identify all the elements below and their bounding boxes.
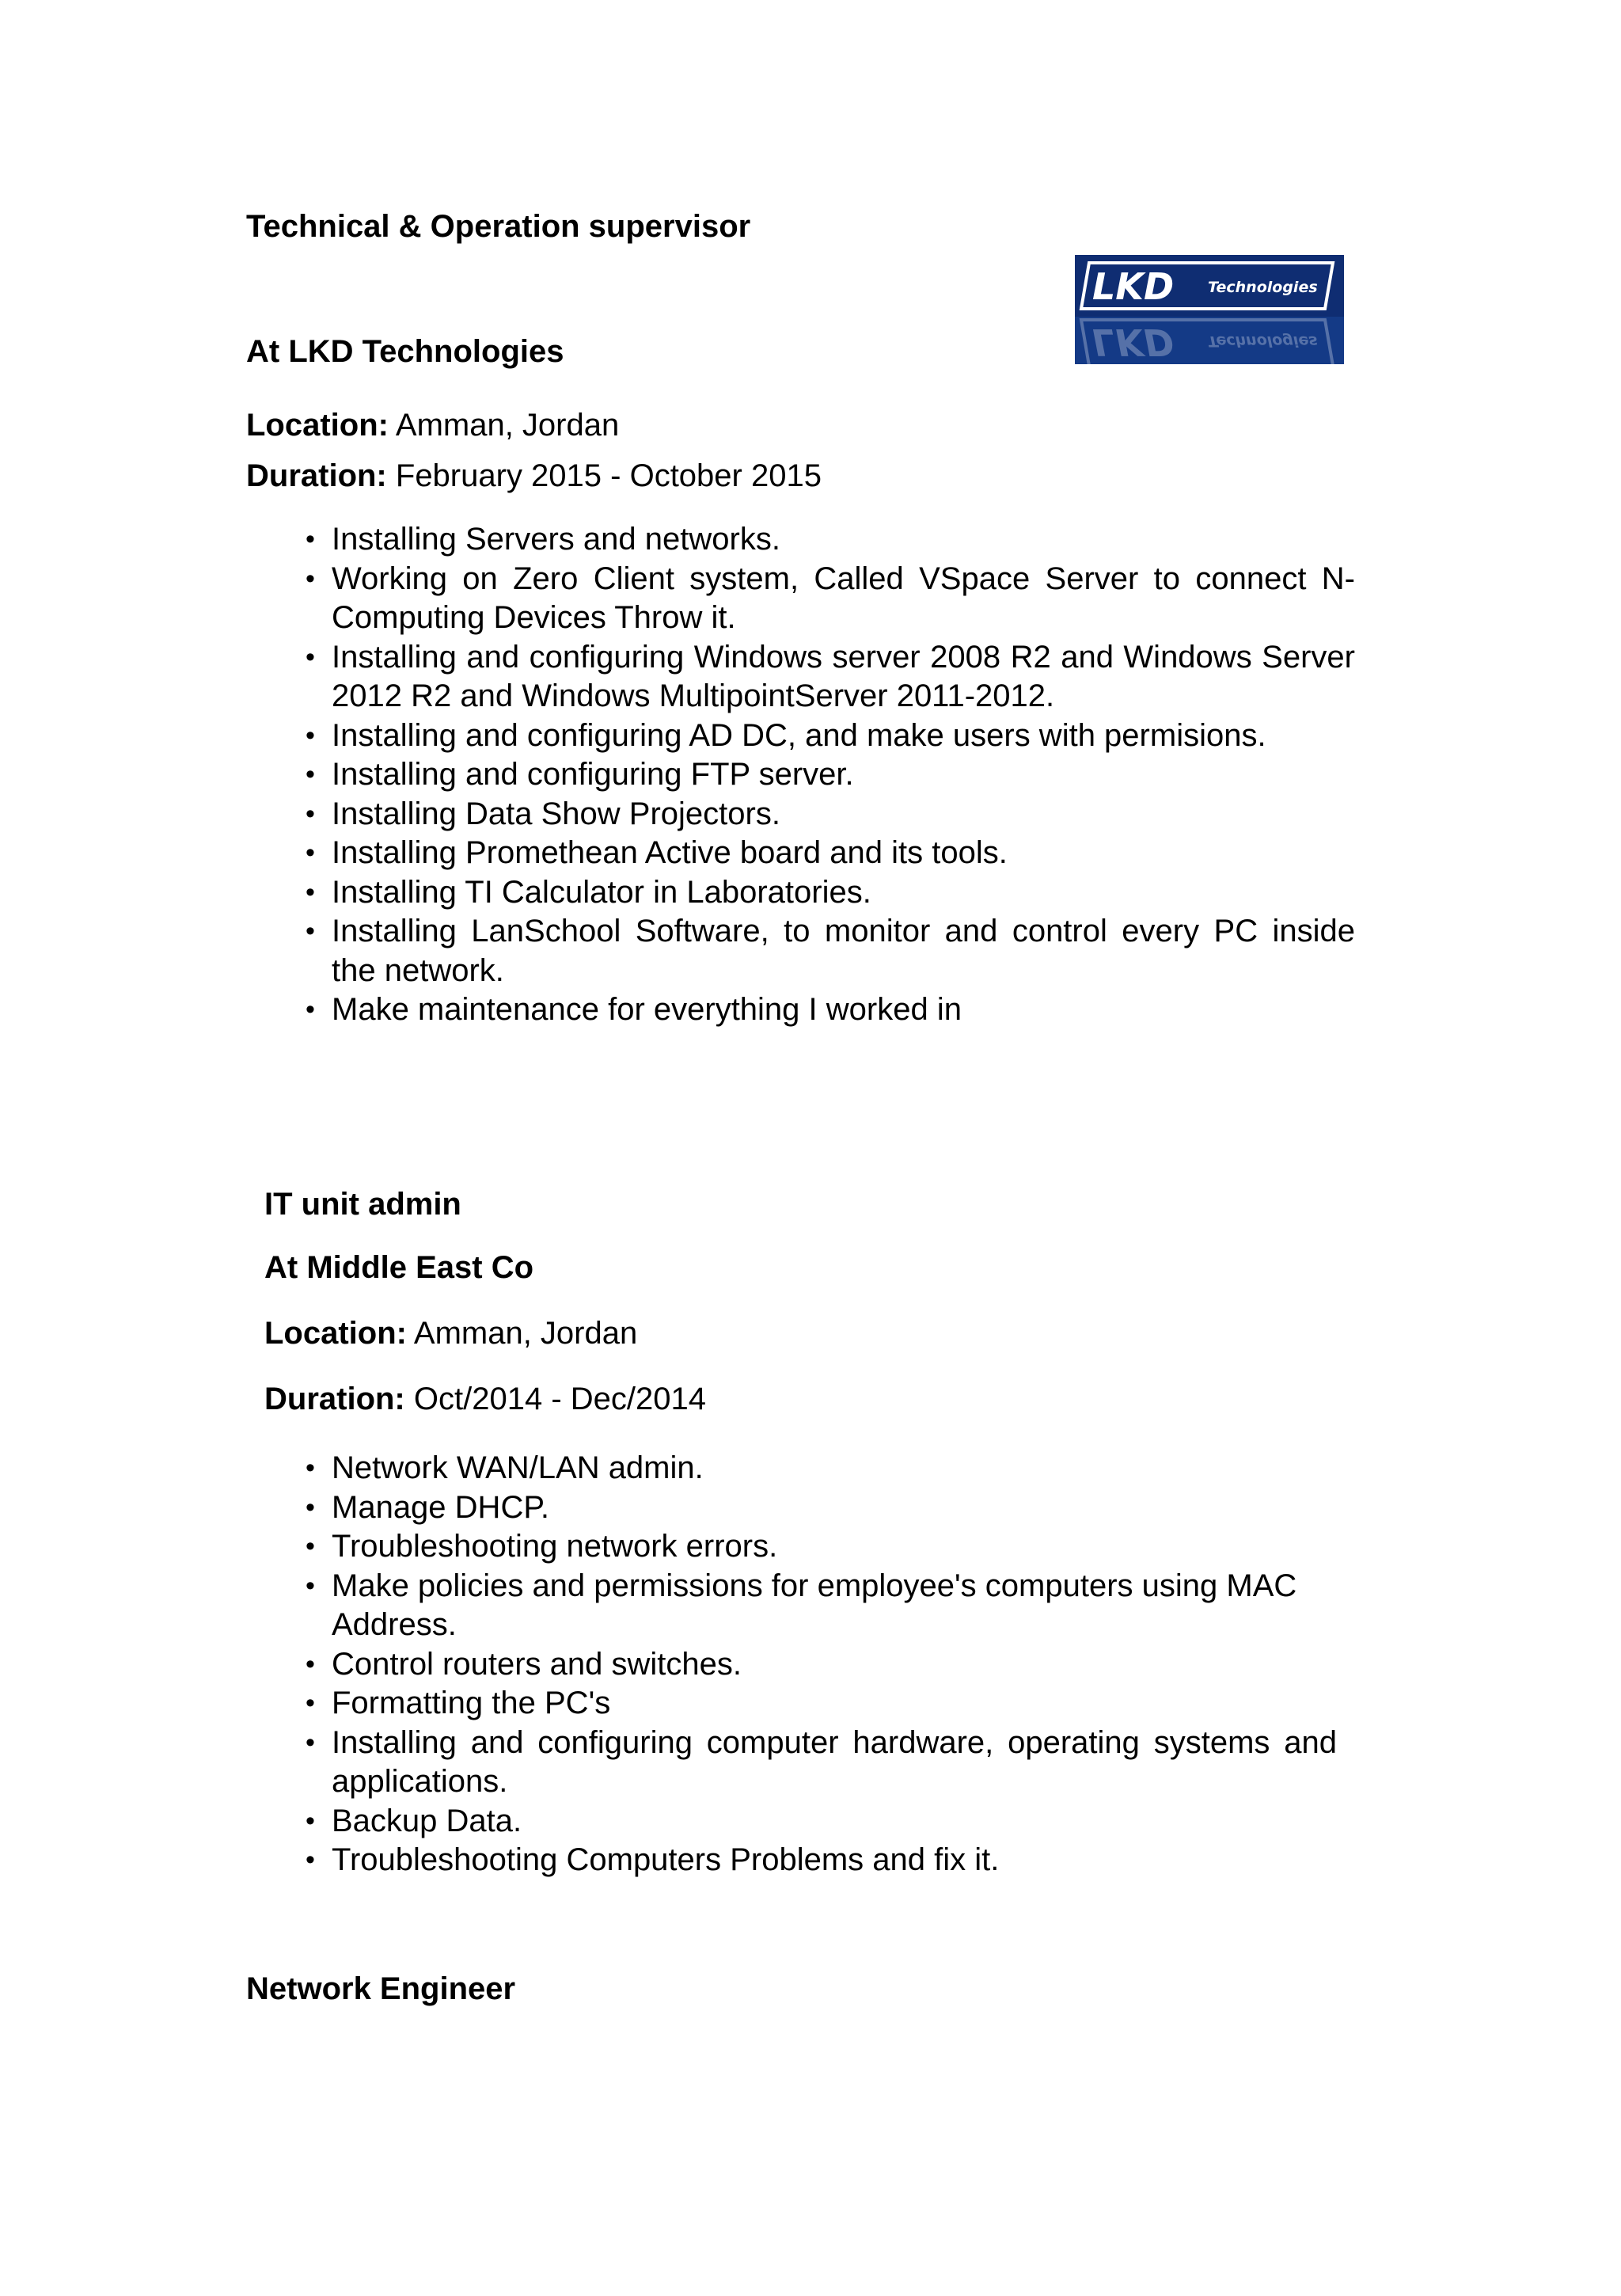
list-item: • Working on Zero Client system, Called VSpace Server to connect N-Computing Devices Throw it. <box>306 561 1355 635</box>
job-title-it-unit-admin: IT unit admin <box>264 1187 461 1222</box>
job-title-technical-supervisor: Technical & Operation supervisor <box>246 209 751 244</box>
svg-text:Technologies: Technologies <box>1208 333 1318 350</box>
list-item: • Network WAN/LAN admin. <box>306 1450 704 1485</box>
job-company-middle-east: At Middle East Co <box>264 1250 534 1285</box>
logo-sub-text: Technologies <box>1208 279 1318 296</box>
list-item: • Installing Promethean Active board and its tools. <box>306 835 1008 870</box>
list-item: • Make maintenance for everything I worked in <box>306 992 962 1027</box>
list-item: • Installing and configuring FTP server. <box>306 757 854 792</box>
list-item: • Formatting the PC's <box>306 1686 611 1720</box>
list-item: • Installing and configuring Windows server 2008 R2 and Windows Server 2012 R2 and Windows MultipointServer 2011-2012. <box>306 639 1355 713</box>
list-item: • Backup Data. <box>306 1803 522 1838</box>
duration-label: Duration: <box>264 1382 405 1416</box>
list-item: • Make policies and permissions for employee's computers using MAC Address. <box>306 1568 1297 1642</box>
job2-responsibilities <box>306 1449 1353 1880</box>
job-title-network-engineer: Network Engineer <box>246 1971 516 2006</box>
list-item: • Installing and configuring AD DC, and make users with permisions. <box>306 717 1266 753</box>
list-item: • Installing Data Show Projectors. <box>306 796 780 831</box>
lkd-logo <box>1075 255 1344 364</box>
logo-main-text: LKD <box>1092 265 1175 308</box>
list-item: • Manage DHCP. <box>306 1489 549 1525</box>
job1-location <box>246 406 619 444</box>
duration-value: February 2015 - October 2015 <box>386 458 822 493</box>
list-item: • Installing Servers and networks. <box>306 522 780 557</box>
location-label: Location: <box>264 1316 407 1351</box>
svg-text:LKD: LKD <box>1092 321 1175 363</box>
location-label: Location: <box>246 408 389 443</box>
job2-duration <box>264 1380 706 1418</box>
job-company-lkd: At LKD Technologies <box>246 334 564 369</box>
job2-location <box>264 1314 637 1352</box>
job1-responsibilities <box>306 520 1355 1030</box>
duration-label: Duration: <box>246 458 387 493</box>
list-item: • Troubleshooting Computers Problems and fix it. <box>306 1842 1000 1877</box>
list-item: • Installing and configuring computer hardware, operating systems and applications. <box>306 1724 1337 1799</box>
location-value: Amman, Jordan <box>406 1316 638 1351</box>
list-item: • Installing TI Calculator in Laboratories. <box>306 874 871 910</box>
location-value: Amman, Jordan <box>388 408 620 443</box>
list-item: • Installing LanSchool Software, to monitor and control every PC inside the network. <box>306 914 1355 988</box>
list-item: • Control routers and switches. <box>306 1646 742 1682</box>
list-item: • Troubleshooting network errors. <box>306 1529 778 1564</box>
duration-value: Oct/2014 - Dec/2014 <box>404 1382 706 1416</box>
job1-duration <box>246 457 822 495</box>
